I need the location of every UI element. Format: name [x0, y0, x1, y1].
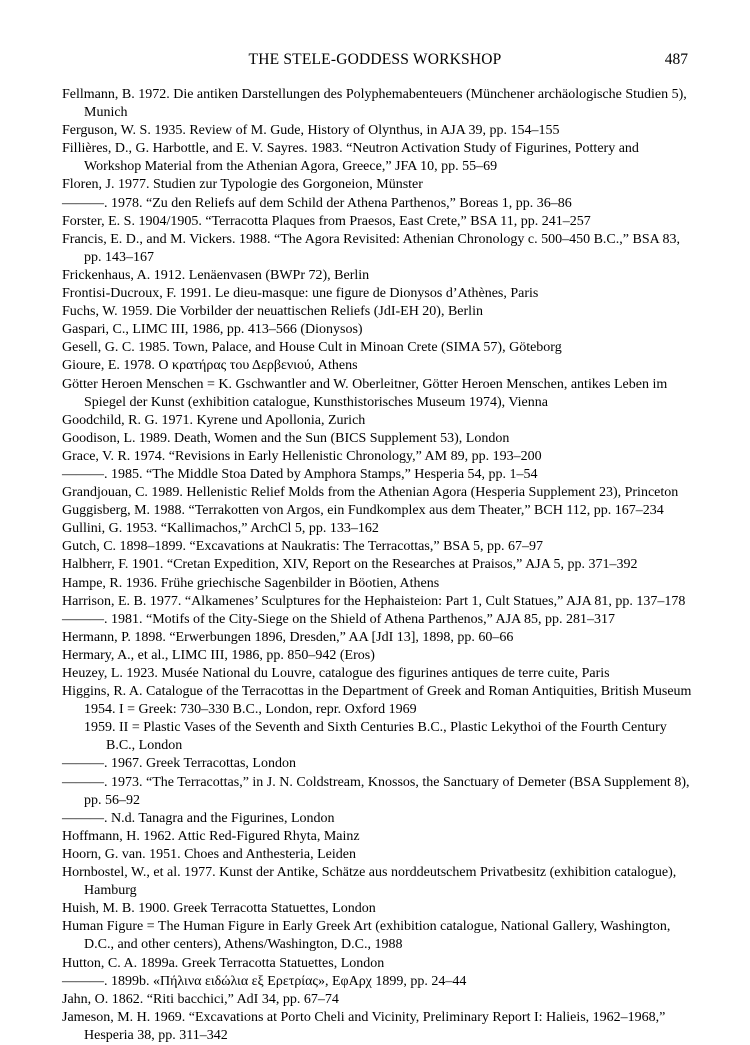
bibliography-entry: Grandjouan, C. 1989. Hellenistic Relief Molds from the Athenian Agora (Hesperia Supplement 23), Princeton	[62, 485, 679, 501]
bibliography-entry: Gesell, G. C. 1985. Town, Palace, and House Cult in Minoan Crete (SIMA 57), Göteborg	[62, 340, 562, 356]
bibliography-entry: Hoorn, G. van. 1951. Choes and Anthesteria, Leiden	[62, 846, 356, 862]
bibliography-entry: Human Figure = The Human Figure in Early Greek Art (exhibition catalogue, National Gallery, Washington, D.C., and other centers), Athens/Washington, D.C., 1988	[62, 919, 671, 953]
bibliography-entry: Hutton, C. A. 1899a. Greek Terracotta Statuettes, London	[62, 955, 385, 971]
bibliography-entry: Francis, E. D., and M. Vickers. 1988. “The Agora Revisited: Athenian Chronology c. 500–450 B.C.,” BSA 83, pp. 143–167	[62, 231, 680, 265]
bibliography-entry: Halbherr, F. 1901. “Cretan Expedition, XIV, Report on the Researches at Praisos,” AJA 5, pp. 371–392	[62, 557, 638, 573]
bibliography-entry: ———. 1978. “Zu den Reliefs auf dem Schild der Athena Parthenos,” Boreas 1, pp. 36–86	[62, 195, 572, 211]
bibliography-entry: Guggisberg, M. 1988. “Terrakotten von Argos, ein Fundkomplex aus dem Theater,” BCH 112, pp. 167–234	[62, 503, 664, 519]
bibliography-entry: ———. 1967. Greek Terracottas, London	[62, 756, 296, 772]
bibliography-entry: Higgins, R. A. Catalogue of the Terracottas in the Department of Greek and Roman Antiquities, British Museum	[62, 684, 692, 700]
bibliography-entry: ———. 1973. “The Terracottas,” in J. N. Coldstream, Knossos, the Sanctuary of Demeter (BSA Supplement 8), pp. 56–92	[62, 774, 690, 808]
bibliography-entry: Frickenhaus, A. 1912. Lenäenvasen (BWPr 72), Berlin	[62, 267, 370, 283]
bibliography-entry: Goodison, L. 1989. Death, Women and the Sun (BICS Supplement 53), London	[62, 430, 510, 446]
bibliography-entry: Ferguson, W. S. 1935. Review of M. Gude, History of Olynthus, in AJA 39, pp. 154–155	[62, 123, 560, 139]
bibliography-entry: Hampe, R. 1936. Frühe griechische Sagenbilder in Böotien, Athens	[62, 575, 440, 591]
bibliography-entry: ———. 1899b. «Πήλινα ειδώλια εξ Ερετρίας», ΕφΑρχ 1899, pp. 24–44	[62, 973, 467, 989]
bibliography-entry: Floren, J. 1977. Studien zur Typologie des Gorgoneion, Münster	[62, 177, 423, 193]
bibliography-entry: Grace, V. R. 1974. “Revisions in Early Hellenistic Chronology,” AM 89, pp. 193–200	[62, 448, 542, 464]
bibliography-entry: Huish, M. B. 1900. Greek Terracotta Statuettes, London	[62, 901, 376, 917]
bibliography-entry: Hermann, P. 1898. “Erwerbungen 1896, Dresden,” AA [JdI 13], 1898, pp. 60–66	[62, 629, 514, 645]
bibliography-entry: Gioure, E. 1978. Ο κρατήρας του Δερβενιού, Athens	[62, 358, 358, 374]
bibliography-entry: Gutch, C. 1898–1899. “Excavations at Naukratis: The Terracottas,” BSA 5, pp. 67–97	[62, 539, 544, 555]
bibliography-entry: Hoffmann, H. 1962. Attic Red-Figured Rhyta, Mainz	[62, 828, 360, 844]
page-number: 487	[664, 51, 688, 68]
running-title: THE STELE-GODDESS WORKSHOP	[248, 51, 502, 68]
bibliography-entry: ———. 1985. “The Middle Stoa Dated by Amphora Stamps,” Hesperia 54, pp. 1–54	[62, 466, 538, 482]
bibliography-entry: Fellmann, B. 1972. Die antiken Darstellungen des Polyphemabenteuers (Münchener archäologische Studien 5), Munich	[62, 87, 687, 121]
bibliography-entry: Götter Heroen Menschen = K. Gschwantler and W. Oberleitner, Götter Heroen Menschen, antikes Leben im Spiegel der Kunst (exhibition catalogue, Kunsthistorisches Museum 1974), Vienna	[62, 376, 668, 410]
bibliography-entry: Fuchs, W. 1959. Die Vorbilder der neuattischen Reliefs (JdI-EH 20), Berlin	[62, 304, 483, 320]
bibliography-entry: Gullini, G. 1953. “Kallimachos,” ArchCl 5, pp. 133–162	[62, 521, 379, 537]
bibliography-list	[62, 86, 698, 1045]
bibliography-entry: Harrison, E. B. 1977. “Alkamenes’ Sculptures for the Hephaisteion: Part 1, Cult Statues,” AJA 81, pp. 137–178	[62, 593, 686, 609]
bibliography-entry: Hornbostel, W., et al. 1977. Kunst der Antike, Schätze aus norddeutschem Privatbesitz (exhibition catalogue), Hamburg	[62, 865, 677, 899]
bibliography-entry: Heuzey, L. 1923. Musée National du Louvre, catalogue des figurines antiques de terre cuite, Paris	[62, 666, 610, 681]
bibliography-subentry: 1954. I = Greek: 730–330 B.C., London, repr. Oxford 1969	[84, 702, 417, 718]
bibliography-subentry: 1959. II = Plastic Vases of the Seventh and Sixth Centuries B.C., Plastic Lekythoi of the Fourth Century B.C., London	[84, 720, 667, 754]
bibliography-entry: Hermary, A., et al., LIMC III, 1986, pp. 850–942 (Eros)	[62, 647, 375, 663]
bibliography-entry: ———. 1981. “Motifs of the City-Siege on the Shield of Athena Parthenos,” AJA 85, pp. 281–317	[62, 611, 615, 627]
bibliography-entry: Jahn, O. 1862. “Riti bacchici,” AdI 34, pp. 67–74	[62, 991, 339, 1007]
bibliography-entry: Fillières, D., G. Harbottle, and E. V. Sayres. 1983. “Neutron Activation Study of Figurines, Pottery and Workshop Material from the Athenian Agora, Greece,” JFA 10, pp. 55–69	[62, 141, 639, 175]
bibliography-entry: Goodchild, R. G. 1971. Kyrene und Apollonia, Zurich	[62, 412, 366, 428]
bibliography-entry: Gaspari, C., LIMC III, 1986, pp. 413–566 (Dionysos)	[62, 322, 363, 338]
bibliography-entry: Frontisi-Ducroux, F. 1991. Le dieu-masque: une figure de Dionysos d’Athènes, Paris	[62, 286, 539, 302]
bibliography-entry: Jameson, M. H. 1969. “Excavations at Porto Cheli and Vicinity, Preliminary Report I: Halieis, 1962–1968,” Hesperia 38, pp. 311–342	[62, 1009, 666, 1043]
bibliography-entry: Forster, E. S. 1904/1905. “Terracotta Plaques from Praesos, East Crete,” BSA 11, pp. 241–257	[62, 213, 591, 229]
bibliography-entry: ———. N.d. Tanagra and the Figurines, London	[62, 810, 335, 826]
